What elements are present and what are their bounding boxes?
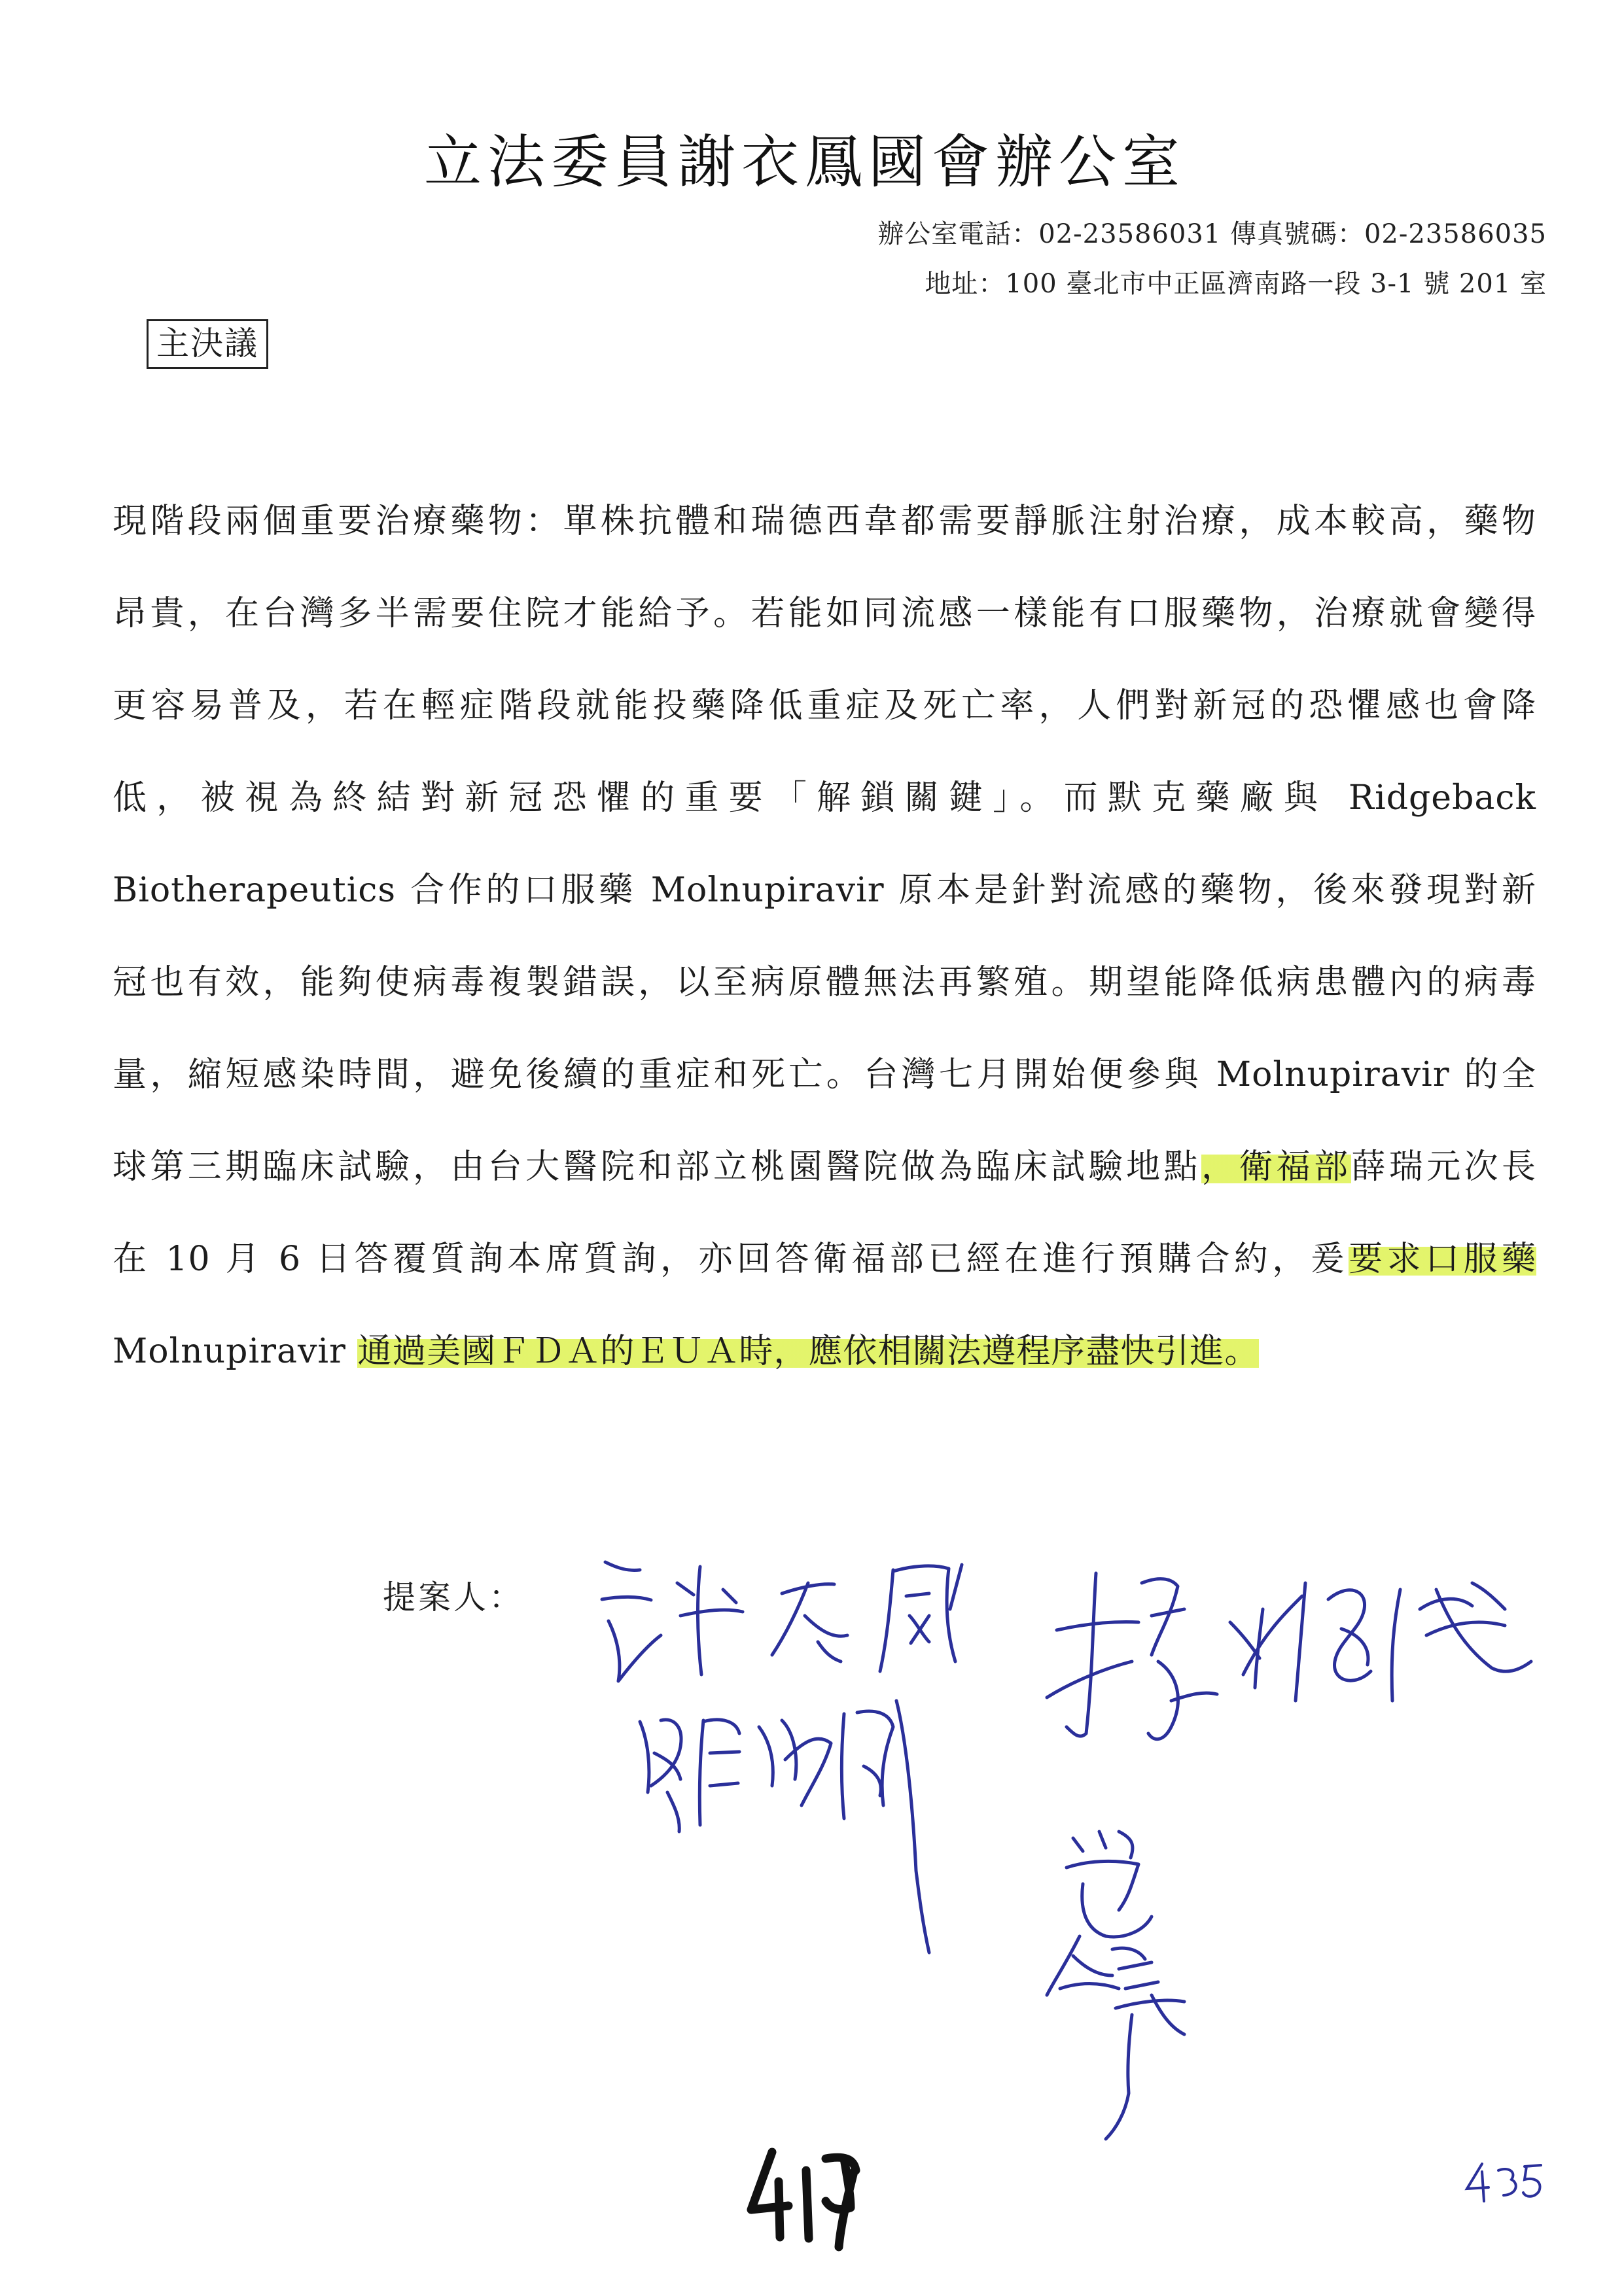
signature-5: [1047, 1936, 1184, 2139]
signature-1: [602, 1562, 962, 1681]
page-number-text: 419: [803, 2208, 829, 2224]
body-line: Biotherapeutics 合作的口服藥 Molnupiravir 原本是針對流感的藥物，後來發現對新: [113, 871, 1536, 910]
highlighted-text: 要求口服藥: [1349, 1240, 1536, 1279]
stamp-number-text: 435: [1498, 2185, 1524, 2201]
signature-3: [640, 1701, 929, 1953]
body-text-segment: 在 10 月 6 日答覆質詢本席質詢，亦回答衛福部已經在進行預購合約，爰: [113, 1240, 1349, 1279]
page-number-handwritten: [751, 2152, 856, 2247]
body-line: 低，被視為終結對新冠恐懼的重要「解鎖關鍵」。而默克藥廠與 Ridgeback: [113, 778, 1536, 818]
body-line: 量，縮短感染時間，避免後續的重症和死亡。台灣七月開始便參與 Molnupiravir 的全: [113, 1055, 1536, 1094]
proposer-label: 提案人：: [383, 1578, 524, 1616]
highlighted-text: 通過美國ＦＤＡ的ＥＵＡ時，應依相關法遵程序盡快引進。: [357, 1332, 1260, 1371]
doc-type-box: 主決議: [147, 319, 268, 369]
contact-address: 地址：100 臺北市中正區濟南路一段 3-1 號 201 室: [925, 269, 1547, 299]
body-line: 昂貴，在台灣多半需要住院才能給予。若能如同流感一樣能有口服藥物，治療就會變得: [113, 594, 1536, 633]
body-line: 現階段兩個重要治療藥物：單株抗體和瑞德西韋都需要靜脈注射治療，成本較高，藥物: [113, 502, 1536, 541]
body-line: 冠也有效，能夠使病毒複製錯誤，以至病原體無法再繁殖。期望能降低病患體內的病毒: [113, 963, 1536, 1002]
office-title: 立法委員謝衣鳳國會辦公室: [423, 128, 1186, 196]
body-text-segment: Molnupiravir: [113, 1332, 358, 1371]
body-text-segment: 球第三期臨床試驗，由台大醫院和部立桃園醫院做為臨床試驗地點: [113, 1147, 1201, 1187]
signature-2: [1047, 1573, 1531, 1739]
body-text-segment: 薛瑞元次長: [1351, 1147, 1536, 1187]
signature-4: [1067, 1832, 1152, 1937]
contact-phone-fax: 辦公室電話：02-23586031 傳真號碼：02-23586035: [877, 219, 1547, 249]
highlighted-text: ，衛福部: [1201, 1147, 1352, 1187]
body-line: 更容易普及，若在輕症階段就能投藥降低重症及死亡率，人們對新冠的恐懼感也會降: [113, 686, 1536, 725]
